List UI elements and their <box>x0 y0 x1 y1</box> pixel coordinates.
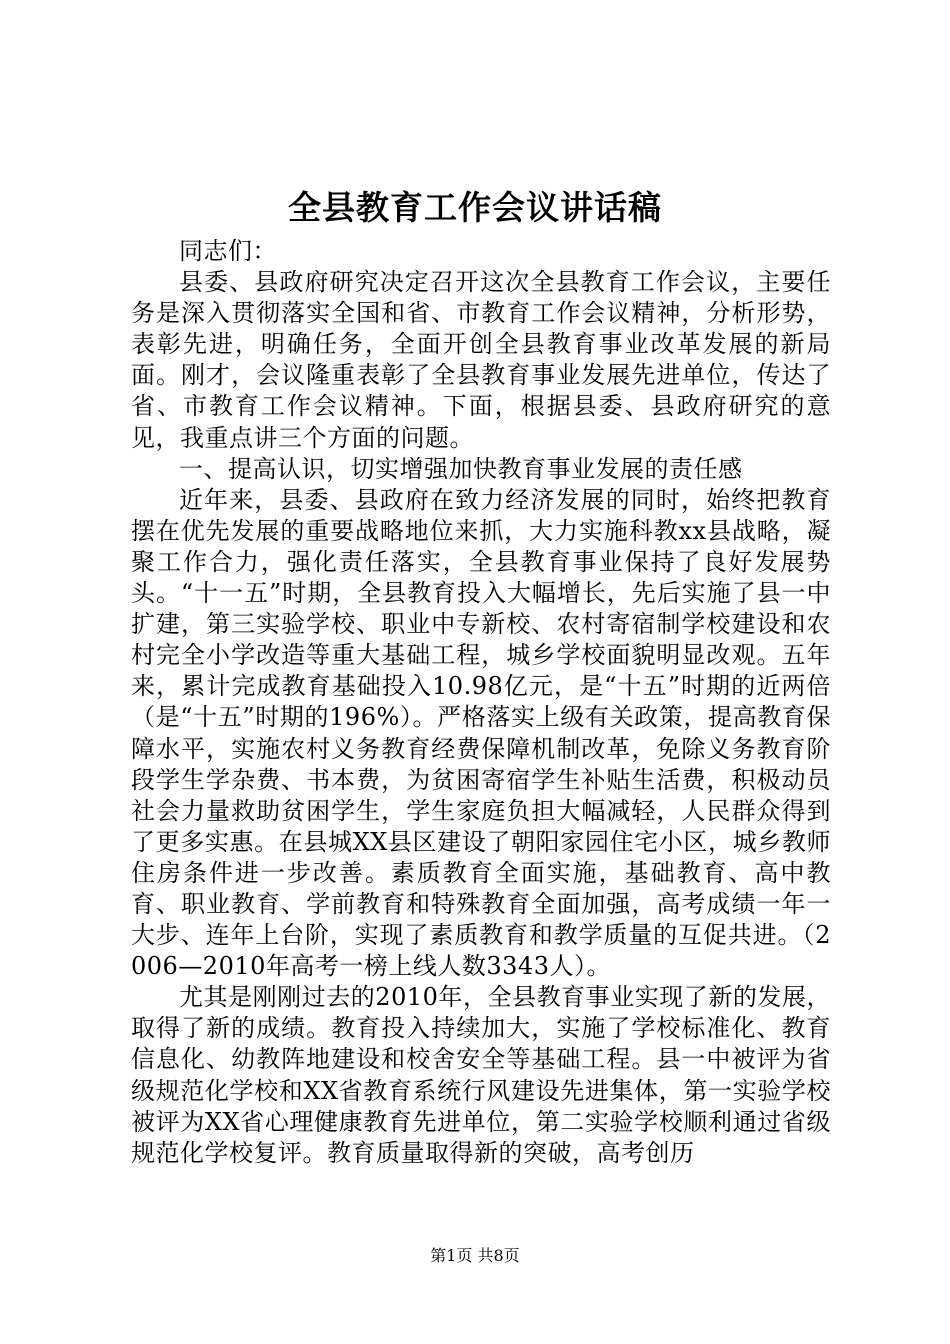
salutation-paragraph: 同志们： <box>179 237 277 265</box>
section-heading: 一、提高认识，切实增强加快教育事业发展的责任感 <box>179 454 743 483</box>
document-title: 全县教育工作会议讲话稿 <box>288 188 662 227</box>
page-footer: 第1页 共8页 <box>430 1246 520 1265</box>
body-paragraph: 尤其是刚刚过去的2010年，全县教育事业实现了新的发展，取得了新的成绩。教育投入持续加大，实施了学校标准化、教育信息化、幼教阵地建设和校舍安全等基础工程。县一中被评为省级规范化学校和XX省教育系统行风建设先进集体，第一实验学校被评为XX省心理健康教育先进单位，第二实验学校顺利通过省级规范化学校复评。教育质量取得新的突破，高考创历 <box>131 983 831 1167</box>
document-body <box>131 236 831 1169</box>
body-paragraph: 近年来，县委、县政府在致力经济发展的同时，始终把教育摆在优先发展的重要战略地位来抓，大力实施科教xx县战略，凝聚工作合力，强化责任落实，全县教育事业保持了良好发展势头。“十一五”时期，全县教育投入大幅增长，先后实施了县一中扩建，第三实验学校、职业中专新校、农村寄宿制学校建设和农村完全小学改造等重大基础工程，城乡学校面貌明显改观。五年来，累计完成教育基础投入10.98亿元，是“十五”时期的近两倍（是“十五”时期的196%）。严格落实上级有关政策，提高教育保障水平，实施农村义务教育经费保障机制改革，免除义务教育阶段学生学杂费、书本费，为贫困寄宿学生补贴生活费，积极动员社会力量救助贫困学生，学生家庭负担大幅减轻，人民群众得到了更多实惠。在县城XX县区建设了朝阳家园住宅小区，城乡教师住房条件进一步改善。素质教育全面实施，基础教育、高中教育、职业教育、学前教育和特殊教育全面加强，高考成绩一年一大步、连年上台阶，实现了素质教育和教学质量的互促共进。（2006—2010年高考一榜上线人数3343人）。 <box>131 485 831 981</box>
intro-paragraph: 县委、县政府研究决定召开这次全县教育工作会议，主要任务是深入贯彻落实全国和省、市教育工作会议精神，分析形势，表彰先进，明确任务，全面开创全县教育事业改革发展的新局面。刚才，会议隆重表彰了全县教育事业发展先进单位，传达了省、市教育工作会议精神。下面，根据县委、县政府研究的意见，我重点讲三个方面的问题。 <box>131 268 831 452</box>
